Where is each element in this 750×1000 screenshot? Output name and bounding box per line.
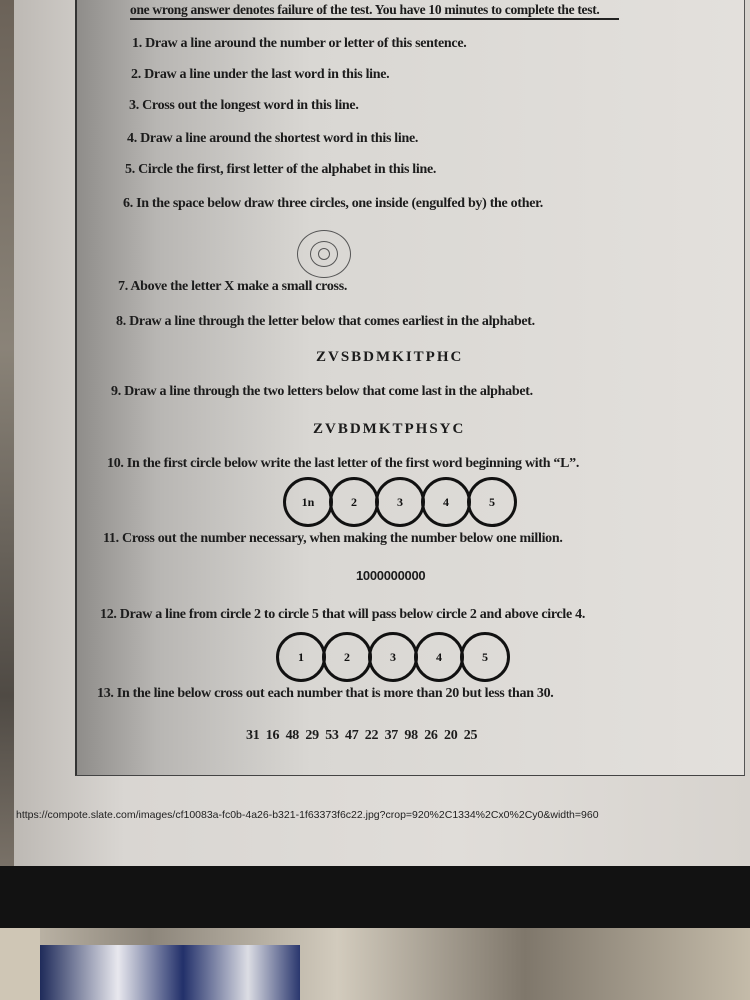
question-3: 3. Cross out the longest word in this line.	[129, 98, 359, 113]
circle-3: 3	[368, 632, 418, 682]
image-url: https://compote.slate.com/images/cf10083a-fc0b-4a26-b321-1f63373f6c22.jpg?crop=920%2C1334%2Cx0%2Cy0&width=960	[16, 809, 599, 821]
circle-4: 4	[421, 477, 471, 527]
question-13: 13. In the line below cross out each number that is more than 20 but less than 30.	[97, 686, 554, 701]
test-instructions-header: one wrong answer denotes failure of the test. You have 10 minutes to complete the test.	[130, 2, 619, 20]
circle-5: 5	[467, 477, 517, 527]
question-9: 9. Draw a line through the two letters below that come last in the alphabet.	[111, 384, 533, 399]
letters-row-9: ZVBDMKTPHSYC	[313, 421, 466, 437]
question-4: 4. Draw a line around the shortest word in this line.	[127, 131, 419, 146]
circles-row-12	[276, 632, 506, 682]
number-11: 1000000000	[356, 568, 426, 583]
circle-1: 1	[276, 632, 326, 682]
blue-object	[40, 945, 300, 1000]
tile	[0, 928, 40, 1000]
question-1: 1. Draw a line around the number or letter of this sentence.	[132, 36, 467, 51]
question-6: 6. In the space below draw three circles, one inside (engulfed by) the other.	[123, 196, 543, 211]
circle-1: 1n	[283, 477, 333, 527]
letters-row-8: ZVSBDMKITPHC	[316, 349, 464, 365]
dark-surface	[0, 866, 750, 928]
circle-2: 2	[329, 477, 379, 527]
question-10: 10. In the first circle below write the last letter of the first word beginning with “L”.	[107, 456, 580, 471]
hand-drawn-circles	[297, 230, 351, 278]
question-2: 2. Draw a line under the last word in this line.	[131, 67, 390, 82]
circle-5: 5	[460, 632, 510, 682]
question-7: 7. Above the letter X make a small cross.	[118, 279, 348, 294]
numbers-row-13: 31 16 48 29 53 47 22 37 98 26 20 25	[246, 728, 478, 743]
circles-row-10	[283, 477, 513, 527]
question-11: 11. Cross out the number necessary, when making the number below one million.	[103, 531, 563, 546]
question-12: 12. Draw a line from circle 2 to circle 5 that will pass below circle 2 and above circle 4.	[100, 607, 586, 622]
circle-3: 3	[375, 477, 425, 527]
circle-4: 4	[414, 632, 464, 682]
circle-2: 2	[322, 632, 372, 682]
question-8: 8. Draw a line through the letter below that comes earliest in the alphabet.	[116, 314, 535, 329]
question-5: 5. Circle the first, first letter of the alphabet in this line.	[125, 162, 437, 177]
